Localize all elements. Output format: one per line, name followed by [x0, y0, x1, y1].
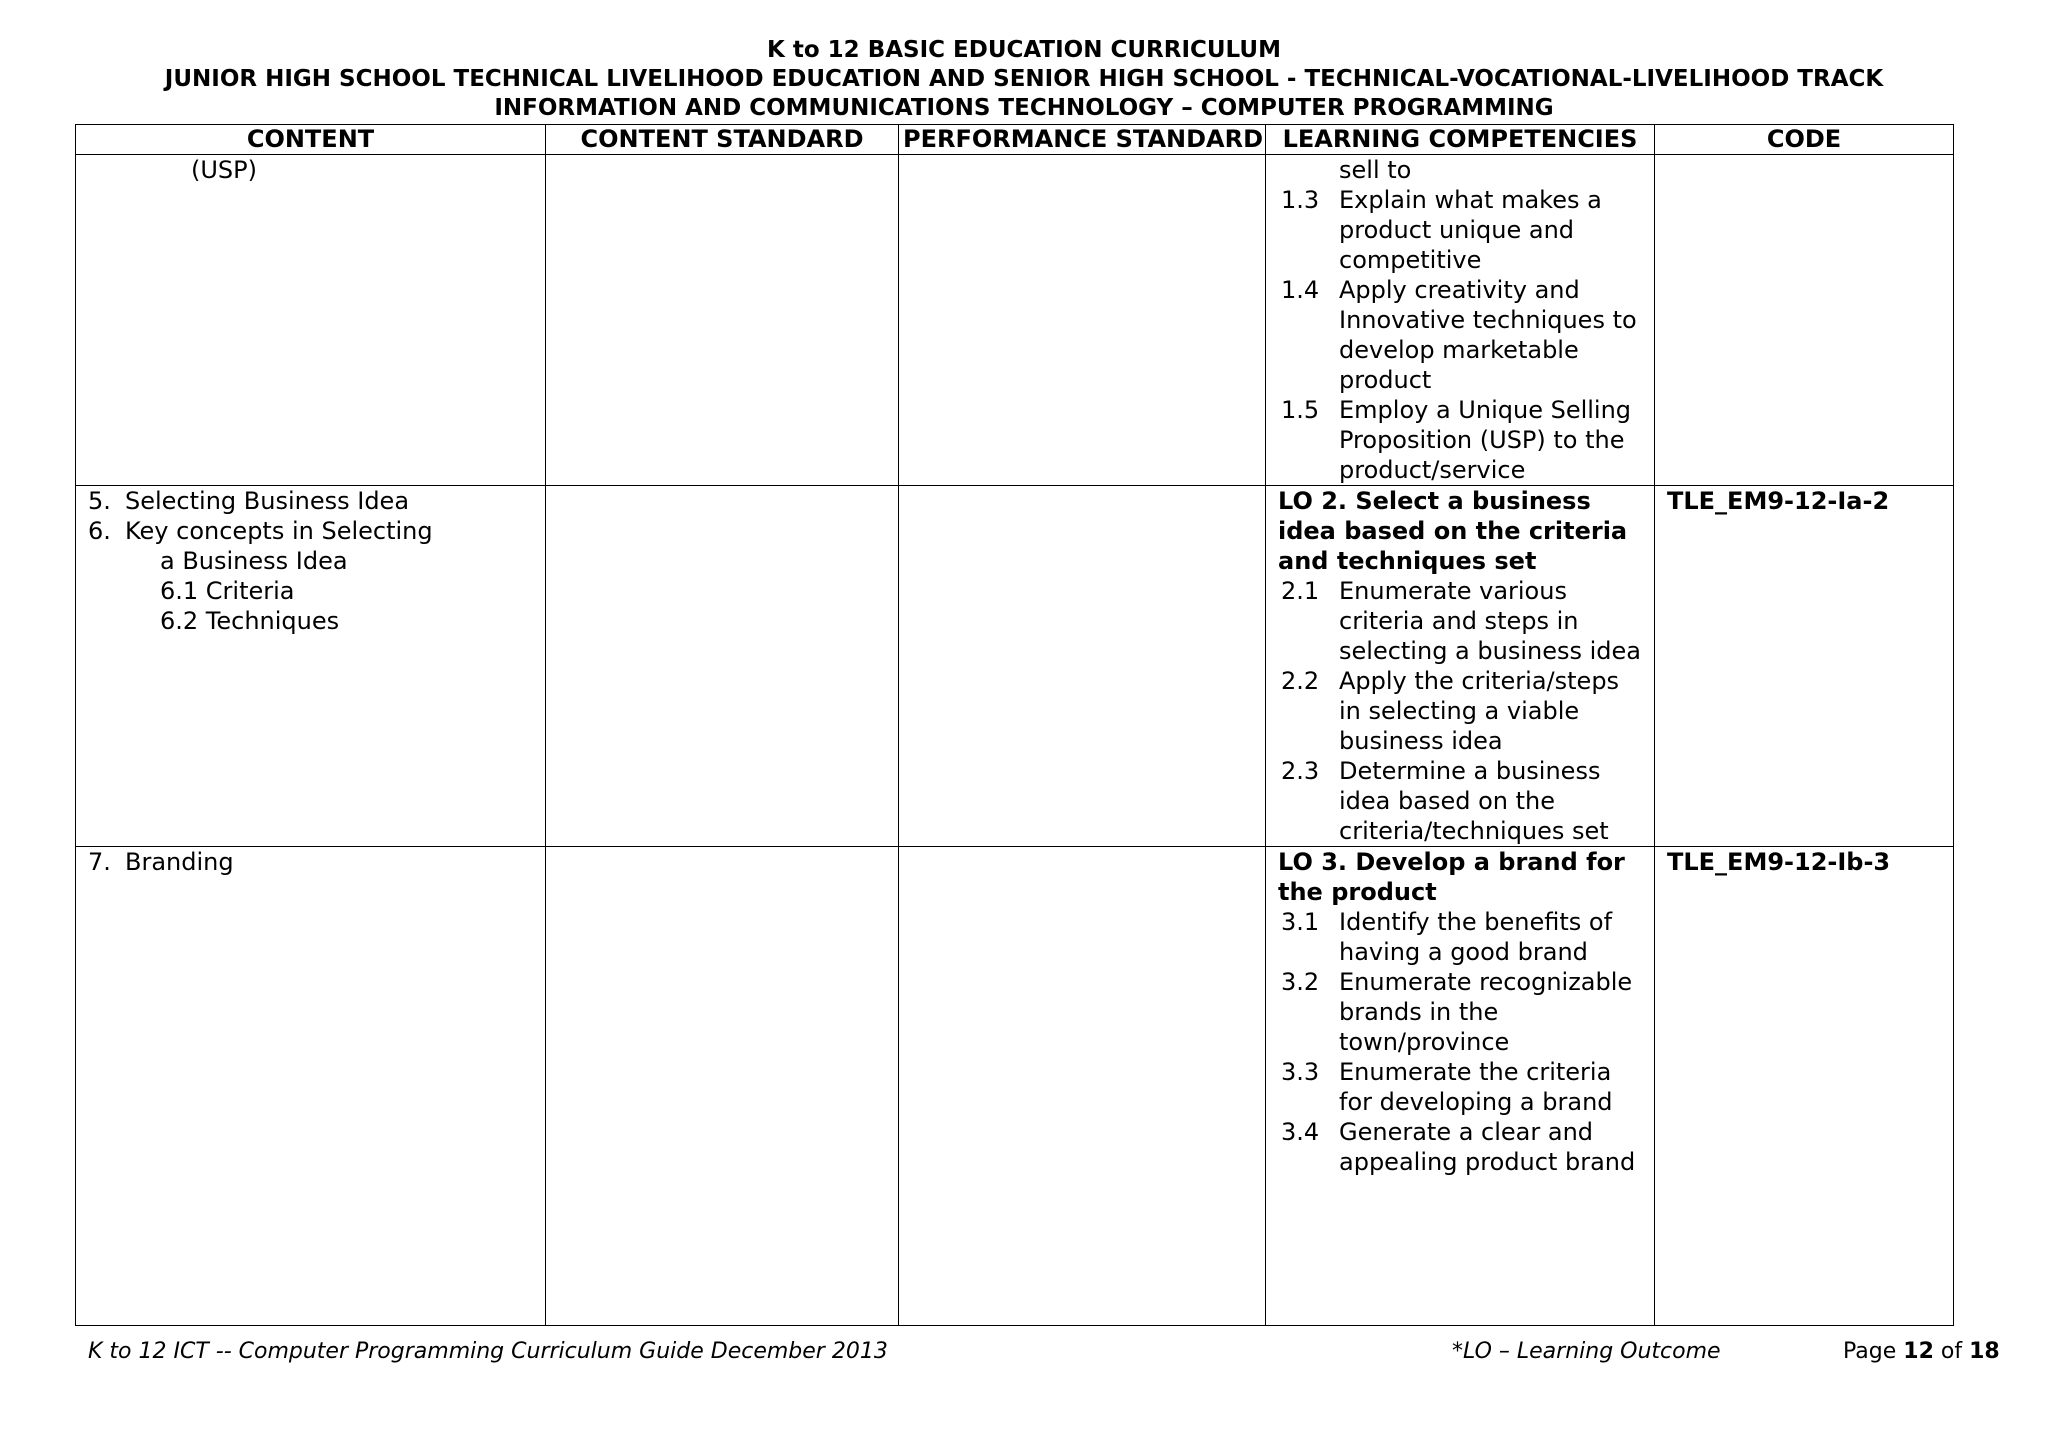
competency-number: 1.5 — [1281, 396, 1320, 424]
content-standard-cell — [546, 155, 899, 486]
list-item-number: 7. — [88, 848, 111, 876]
content-list — [88, 486, 539, 636]
list-item — [88, 516, 539, 546]
list-item — [88, 576, 539, 606]
content-standard-cell — [546, 486, 899, 847]
header-subtitle: JUNIOR HIGH SCHOOL TECHNICAL LIVELIHOOD EDUCATION AND SENIOR HIGH SCHOOL - TECHNICAL-VOCATIONAL-LIVELIHOOD TRACK — [164, 66, 1884, 92]
competency-item — [1278, 395, 1648, 485]
competency-text: Apply creativity and Innovative techniques to develop marketable product — [1339, 276, 1637, 394]
header-strand: INFORMATION AND COMMUNICATIONS TECHNOLOGY – COMPUTER PROGRAMMING — [494, 95, 1554, 121]
header-title: K to 12 BASIC EDUCATION CURRICULUM — [767, 37, 1281, 63]
footer-lo-note: *LO – Learning Outcome — [1452, 1339, 1721, 1364]
code-cell — [1655, 847, 1954, 1326]
content-text: (USP) — [191, 156, 257, 184]
competency-number: 2.3 — [1281, 757, 1320, 785]
content-cell — [76, 155, 546, 486]
list-item — [88, 546, 539, 576]
list-item-text: Key concepts in Selecting — [125, 517, 433, 545]
page-number: 12 — [1903, 1339, 1934, 1364]
footer-guide-title: K to 12 ICT -- Computer Programming Curriculum Guide December 2013 — [88, 1339, 888, 1364]
list-item-text: Selecting Business Idea — [125, 487, 410, 515]
code-cell — [1655, 155, 1954, 486]
competency-text: Enumerate recognizable brands in the town/province — [1339, 968, 1633, 1056]
competency-code: TLE_EM9-12-Ia-2 — [1667, 487, 1890, 515]
competency-number: 2.1 — [1281, 577, 1320, 605]
page-prefix: Page — [1843, 1339, 1897, 1364]
document-header — [0, 36, 2048, 123]
list-item — [88, 486, 539, 516]
page-indicator — [1843, 1337, 2000, 1367]
competency-item — [1278, 1057, 1648, 1117]
content-standard-cell — [546, 847, 899, 1326]
code-cell — [1655, 486, 1954, 847]
competency-text: Explain what makes a product unique and competitive — [1339, 186, 1602, 274]
table-row — [76, 486, 1954, 847]
col-header-performance-standard: PERFORMANCE STANDARD — [899, 125, 1266, 155]
col-header-content-standard: CONTENT STANDARD — [546, 125, 899, 155]
competency-text: Determine a business idea based on the criteria/techniques set — [1339, 757, 1609, 845]
competency-text: Generate a clear and appealing product brand — [1339, 1118, 1636, 1176]
list-item-text: 6.1 Criteria — [160, 577, 295, 605]
competency-item — [1278, 967, 1648, 1057]
competency-number: 3.1 — [1281, 908, 1320, 936]
competency-number: 3.3 — [1281, 1058, 1320, 1086]
competency-item — [1278, 275, 1648, 395]
list-item-number: 6. — [88, 517, 111, 545]
competency-number: 1.4 — [1281, 276, 1320, 304]
competency-item — [1278, 756, 1648, 846]
document-footer — [0, 1337, 2048, 1371]
list-item-number: 5. — [88, 487, 111, 515]
competency-text: Enumerate various criteria and steps in selecting a business idea — [1339, 577, 1641, 665]
performance-standard-cell — [899, 155, 1266, 486]
content-cell — [76, 486, 546, 847]
competency-text: Apply the criteria/steps in selecting a viable business idea — [1339, 667, 1620, 755]
competencies-cell — [1266, 155, 1655, 486]
competency-item — [1278, 907, 1648, 967]
list-item — [88, 847, 539, 877]
competency-number: 2.2 — [1281, 667, 1320, 695]
list-item-text: a Business Idea — [160, 547, 348, 575]
list-item-text: Branding — [125, 848, 234, 876]
content-cell — [76, 847, 546, 1326]
competencies-cell — [1266, 847, 1655, 1326]
table-row — [76, 847, 1954, 1326]
competency-text: Identify the benefits of having a good brand — [1339, 908, 1613, 966]
performance-standard-cell — [899, 847, 1266, 1326]
col-header-content: CONTENT — [76, 125, 546, 155]
col-header-code: CODE — [1655, 125, 1954, 155]
curriculum-table — [75, 124, 1954, 1326]
competency-code: TLE_EM9-12-Ib-3 — [1667, 848, 1891, 876]
competency-number: 3.4 — [1281, 1118, 1320, 1146]
learning-outcome-title: LO 3. Develop a brand for the product — [1278, 848, 1625, 906]
competency-item — [1278, 666, 1648, 756]
competency-number: 3.2 — [1281, 968, 1320, 996]
competency-number: 1.3 — [1281, 186, 1320, 214]
list-item-text: 6.2 Techniques — [160, 607, 340, 635]
competency-continuation: sell to — [1339, 156, 1412, 184]
learning-outcome-title: LO 2. Select a business idea based on the criteria and techniques set — [1278, 487, 1628, 575]
competencies-cell — [1266, 486, 1655, 847]
competency-text: Employ a Unique Selling Proposition (USP) to the product/service — [1339, 396, 1632, 484]
col-header-learning-competencies: LEARNING COMPETENCIES — [1266, 125, 1655, 155]
competency-text: Enumerate the criteria for developing a brand — [1339, 1058, 1613, 1116]
table-row — [76, 155, 1954, 486]
table-header-row — [76, 125, 1954, 155]
performance-standard-cell — [899, 486, 1266, 847]
page-total: 18 — [1969, 1339, 2000, 1364]
competency-item — [1278, 185, 1648, 275]
page-of: of — [1940, 1339, 1963, 1364]
competency-item — [1278, 1117, 1648, 1177]
list-item — [88, 606, 539, 636]
content-list — [88, 847, 539, 877]
competency-item — [1278, 576, 1648, 666]
